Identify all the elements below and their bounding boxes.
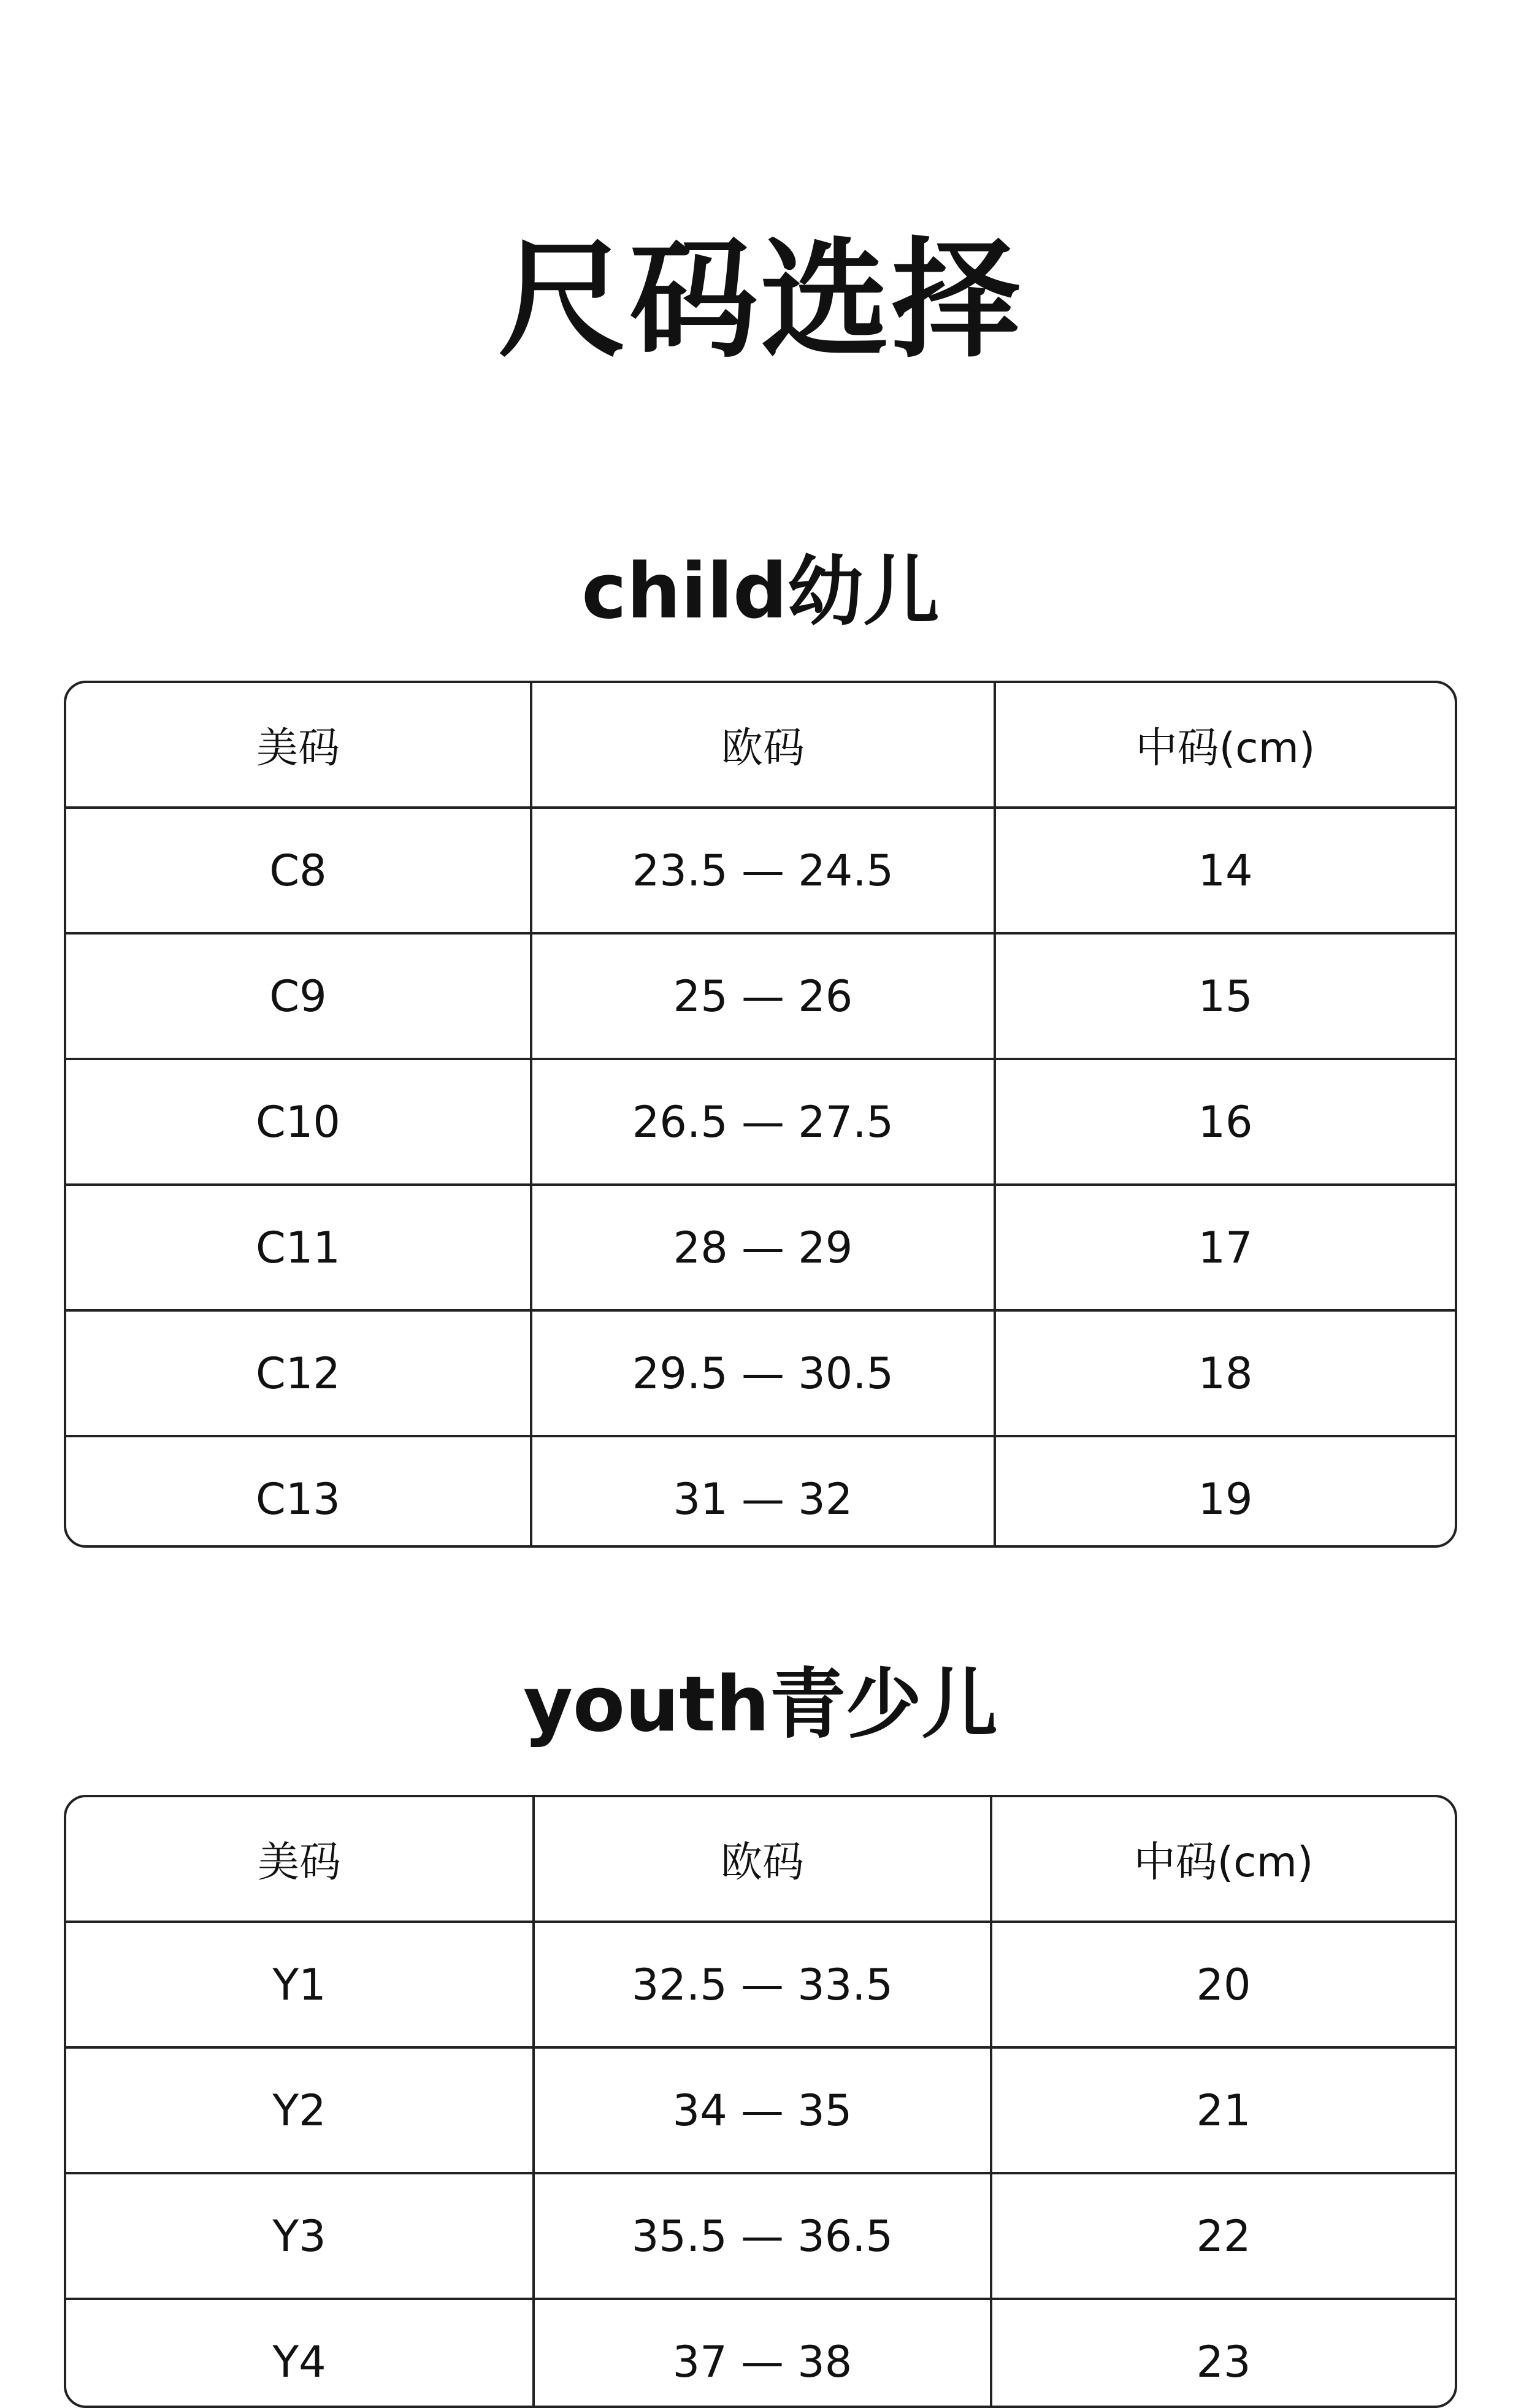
table-row xyxy=(66,1312,1455,1437)
us-size-cell: Y1 xyxy=(272,1959,326,2010)
child-size-table xyxy=(64,681,1457,1548)
cn-size-cell: 21 xyxy=(990,2049,1455,2172)
header-eu-size: 欧码 xyxy=(532,1797,990,1921)
table-row xyxy=(66,1923,1455,2049)
eu-size-cell: 26.5 — 27.5 xyxy=(530,1060,994,1183)
cn-size-cell: 14 xyxy=(994,809,1455,932)
cn-size-cell: 16 xyxy=(994,1060,1455,1183)
us-size-cell: Y3 xyxy=(272,2211,326,2261)
cn-size-cell: 19 xyxy=(994,1437,1455,1548)
table-row xyxy=(66,2300,1455,2408)
us-size-cell: C10 xyxy=(256,1096,340,1147)
eu-size-cell: 29.5 — 30.5 xyxy=(530,1312,994,1435)
cn-size-cell: 17 xyxy=(994,1186,1455,1309)
section-title-youth: youth青少儿 xyxy=(523,1661,998,1749)
us-size-cell: Y2 xyxy=(272,2085,326,2136)
eu-size-cell: 37 — 38 xyxy=(532,2300,990,2408)
table-row xyxy=(66,2174,1455,2300)
table-row xyxy=(66,1060,1455,1186)
eu-size-cell: 25 — 26 xyxy=(530,935,994,1058)
youth-size-table xyxy=(64,1795,1457,2408)
page-title: 尺码选择 xyxy=(497,225,1023,375)
us-size-cell: Y4 xyxy=(272,2336,326,2387)
header-eu-size: 欧码 xyxy=(530,683,994,806)
eu-size-cell: 28 — 29 xyxy=(530,1186,994,1309)
us-size-cell: C11 xyxy=(256,1222,340,1273)
us-size-cell: C8 xyxy=(269,845,327,896)
header-us-size: 美码 xyxy=(257,1838,341,1887)
table-row xyxy=(66,1437,1455,1548)
cn-size-cell: 22 xyxy=(990,2174,1455,2298)
eu-size-cell: 32.5 — 33.5 xyxy=(532,1923,990,2046)
header-cn-size: 中码(cm) xyxy=(990,1797,1455,1921)
cn-size-cell: 15 xyxy=(994,935,1455,1058)
header-us-size: 美码 xyxy=(256,724,340,773)
table-header-row xyxy=(66,1797,1455,1923)
section-title-child: child幼儿 xyxy=(581,548,940,636)
us-size-cell: C13 xyxy=(256,1473,340,1524)
cn-size-cell: 18 xyxy=(994,1312,1455,1435)
eu-size-cell: 35.5 — 36.5 xyxy=(532,2174,990,2298)
eu-size-cell: 23.5 — 24.5 xyxy=(530,809,994,932)
table-header-row xyxy=(66,683,1455,809)
cn-size-cell: 20 xyxy=(990,1923,1455,2046)
table-row xyxy=(66,809,1455,935)
header-cn-size: 中码(cm) xyxy=(994,683,1455,806)
table-row xyxy=(66,1186,1455,1312)
us-size-cell: C12 xyxy=(256,1348,340,1399)
table-row xyxy=(66,2049,1455,2174)
eu-size-cell: 34 — 35 xyxy=(532,2049,990,2172)
cn-size-cell: 23 xyxy=(990,2300,1455,2408)
us-size-cell: C9 xyxy=(269,971,327,1022)
eu-size-cell: 31 — 32 xyxy=(530,1437,994,1548)
table-row xyxy=(66,935,1455,1060)
